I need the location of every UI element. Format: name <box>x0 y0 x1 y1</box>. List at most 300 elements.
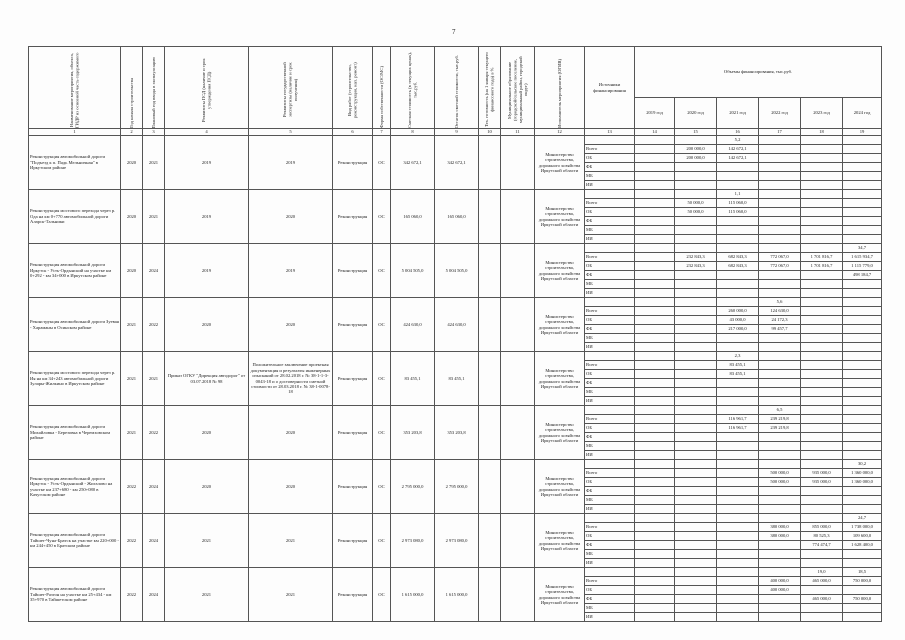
funding-amount <box>717 577 759 586</box>
column-number: 2 <box>121 129 143 136</box>
funding-amount <box>717 541 759 550</box>
psd-details: 2021 <box>165 514 249 568</box>
percent-value <box>843 136 882 145</box>
funding-source: ОБ <box>585 316 635 325</box>
funding-amount: 465 000,0 <box>801 577 843 586</box>
funding-amount <box>801 442 843 451</box>
header-col10: Тех. готовность (на 1 января текущего финансового года) в % <box>479 47 501 129</box>
remaining-cost: 424 630,0 <box>435 298 479 352</box>
funding-amount <box>675 289 717 298</box>
municipality <box>501 514 535 568</box>
funding-source: МБ <box>585 388 635 397</box>
percent-value: 24,7 <box>843 514 882 523</box>
funding-amount <box>717 613 759 622</box>
remaining-cost: 342 672,1 <box>435 136 479 190</box>
executor: Министерство строительства, дорожного хозяйства Иркутской области <box>535 568 585 622</box>
funding-source: МБ <box>585 550 635 559</box>
expertise-details: 2020 <box>249 190 333 244</box>
funding-amount <box>717 433 759 442</box>
funding-amount: 682 843,3 <box>717 262 759 271</box>
funding-amount: 142 672,1 <box>717 154 759 163</box>
funding-amount <box>759 154 801 163</box>
percent-value <box>635 298 675 307</box>
work-type: Реконструкция <box>333 568 373 622</box>
funding-amount <box>801 145 843 154</box>
funding-amount <box>717 523 759 532</box>
funding-source: МБ <box>585 604 635 613</box>
funding-amount <box>635 595 675 604</box>
funding-amount <box>759 442 801 451</box>
funding-amount <box>717 289 759 298</box>
funding-source: ИИ <box>585 613 635 622</box>
funding-amount <box>635 415 675 424</box>
executor: Министерство строительства, дорожного хозяйства Иркутской области <box>535 190 585 244</box>
funding-amount <box>843 370 882 379</box>
source-blank <box>585 568 635 577</box>
funding-amount <box>717 505 759 514</box>
ownership: ОС <box>373 136 391 190</box>
project-name: Реконструкция автомобильной дороги "Подъезд к п. Падь Мельничная" в Иркутском районе <box>29 136 121 190</box>
funding-amount <box>635 559 675 568</box>
percent-value <box>759 514 801 523</box>
percent-value: 5,6 <box>759 298 801 307</box>
funding-amount <box>759 289 801 298</box>
funding-source: ОБ <box>585 154 635 163</box>
funding-amount <box>635 271 675 280</box>
funding-amount <box>635 505 675 514</box>
project-name: Реконструкция мостового перехода через р. Ия на км 34+243 автомобильной дороги Зулары-Жилкино в Иркутском районе <box>29 352 121 406</box>
funding-amount <box>801 334 843 343</box>
funding-amount: 83 455,1 <box>717 370 759 379</box>
funding-amount: 232 843,3 <box>675 253 717 262</box>
funding-amount <box>801 163 843 172</box>
funding-amount <box>717 451 759 460</box>
end-year: 2024 <box>143 568 165 622</box>
funding-amount <box>801 487 843 496</box>
start-year: 2021 <box>121 298 143 352</box>
funding-amount <box>801 181 843 190</box>
source-blank <box>585 136 635 145</box>
executor: Министерство строительства, дорожного хозяйства Иркутской области <box>535 352 585 406</box>
work-type: Реконструкция <box>333 514 373 568</box>
funding-amount <box>801 451 843 460</box>
expertise-details: 2020 <box>249 460 333 514</box>
work-type: Реконструкция <box>333 460 373 514</box>
funding-source: ИИ <box>585 181 635 190</box>
header-col6: Вид работ (строительство, реконструкция, кап. ремонт) <box>333 47 373 129</box>
funding-amount <box>675 307 717 316</box>
funding-title: Объемы финансирования, тыс.руб. <box>635 47 882 98</box>
funding-amount: 380 000,0 <box>759 532 801 541</box>
funding-source: ОБ <box>585 370 635 379</box>
start-year: 2020 <box>121 244 143 298</box>
funding-amount: 498 184,7 <box>843 271 882 280</box>
percent-value <box>635 244 675 253</box>
funding-amount <box>759 496 801 505</box>
percent-value <box>843 406 882 415</box>
percent-value <box>635 136 675 145</box>
expertise-details: 2020 <box>249 298 333 352</box>
funding-amount: 83 455,1 <box>717 361 759 370</box>
executor: Министерство строительства, дорожного хозяйства Иркутской области <box>535 298 585 352</box>
funding-amount <box>759 370 801 379</box>
funding-amount <box>759 433 801 442</box>
funding-amount: 43 000,0 <box>717 316 759 325</box>
table-row <box>29 352 882 361</box>
percent-value <box>675 298 717 307</box>
funding-amount <box>759 217 801 226</box>
percent-value: 34,7 <box>843 244 882 253</box>
funding-source: ОБ <box>585 424 635 433</box>
funding-amount <box>635 361 675 370</box>
percent-value <box>717 460 759 469</box>
funding-amount <box>759 550 801 559</box>
funding-amount <box>843 289 882 298</box>
project-name: Реконструкция автомобильной дороги Тайшет-Чуна-Братск на участке км 220+000 - км 244+450 в Братском районе <box>29 514 121 568</box>
project-name: Реконструкция автомобильной дороги Михайловка - Березовка в Черемховском районе <box>29 406 121 460</box>
funding-amount <box>675 451 717 460</box>
source-blank <box>585 460 635 469</box>
funding-amount <box>759 208 801 217</box>
funding-amount <box>675 478 717 487</box>
funding-amount: 200 000,0 <box>675 154 717 163</box>
funding-source: ФБ <box>585 379 635 388</box>
funding-amount <box>759 559 801 568</box>
tech-readiness <box>479 352 501 406</box>
funding-amount <box>675 550 717 559</box>
funding-amount <box>801 235 843 244</box>
funding-amount <box>675 442 717 451</box>
percent-value <box>759 568 801 577</box>
funding-amount <box>843 343 882 352</box>
column-number: 10 <box>479 129 501 136</box>
column-number: 19 <box>843 129 882 136</box>
funding-source: МБ <box>585 172 635 181</box>
remaining-cost: 2 973 080,0 <box>435 514 479 568</box>
funding-amount: 239 219,8 <box>759 424 801 433</box>
funding-amount: 109 600,0 <box>843 532 882 541</box>
funding-amount <box>843 604 882 613</box>
end-year: 2021 <box>143 190 165 244</box>
table-row <box>29 298 882 307</box>
funding-source: Всего <box>585 469 635 478</box>
funding-amount <box>635 181 675 190</box>
work-type: Реконструкция <box>333 352 373 406</box>
percent-value <box>759 352 801 361</box>
percent-value <box>675 406 717 415</box>
ownership: ОС <box>373 244 391 298</box>
funding-amount: 500 000,0 <box>759 469 801 478</box>
funding-amount <box>843 415 882 424</box>
tech-readiness <box>479 298 501 352</box>
funding-amount <box>843 235 882 244</box>
funding-amount <box>675 433 717 442</box>
work-type: Реконструкция <box>333 244 373 298</box>
financing-table <box>28 46 882 622</box>
tech-readiness <box>479 406 501 460</box>
work-type: Реконструкция <box>333 190 373 244</box>
funding-amount <box>717 478 759 487</box>
funding-amount <box>759 505 801 514</box>
remaining-cost: 2 795 000,0 <box>435 460 479 514</box>
start-year: 2020 <box>121 190 143 244</box>
funding-amount <box>759 379 801 388</box>
source-blank <box>585 244 635 253</box>
estimated-cost: 2 973 080,0 <box>391 514 435 568</box>
funding-amount: 750 000,0 <box>843 577 882 586</box>
ownership: ОС <box>373 352 391 406</box>
work-type: Реконструкция <box>333 298 373 352</box>
end-year: 2022 <box>143 298 165 352</box>
funding-amount <box>801 271 843 280</box>
funding-source: МБ <box>585 226 635 235</box>
funding-amount <box>635 586 675 595</box>
funding-amount <box>759 451 801 460</box>
column-number: 11 <box>501 129 535 136</box>
header-col7: Форма собственности (ОС/МС) <box>373 47 391 129</box>
funding-amount <box>759 343 801 352</box>
funding-amount: 380 000,0 <box>759 523 801 532</box>
funding-amount <box>843 325 882 334</box>
funding-amount <box>759 334 801 343</box>
funding-amount <box>717 550 759 559</box>
remaining-cost: 165 060,0 <box>435 190 479 244</box>
funding-amount <box>635 208 675 217</box>
funding-amount <box>675 361 717 370</box>
funding-amount <box>675 316 717 325</box>
funding-amount: 1 615 934,7 <box>843 253 882 262</box>
funding-amount: 500 000,0 <box>759 478 801 487</box>
funding-amount: 400 000,0 <box>759 586 801 595</box>
funding-amount <box>759 145 801 154</box>
funding-amount: 115 060,0 <box>717 208 759 217</box>
funding-amount <box>717 442 759 451</box>
percent-value: 30,2 <box>843 460 882 469</box>
percent-value <box>635 352 675 361</box>
funding-amount: 1 628 400,0 <box>843 541 882 550</box>
work-type: Реконструкция <box>333 406 373 460</box>
tech-readiness <box>479 568 501 622</box>
percent-value <box>717 406 759 415</box>
column-number: 9 <box>435 129 479 136</box>
funding-source: ФБ <box>585 433 635 442</box>
funding-amount <box>635 532 675 541</box>
funding-amount <box>717 271 759 280</box>
column-number: 14 <box>635 129 675 136</box>
funding-amount: 750 000,0 <box>843 595 882 604</box>
funding-amount <box>843 154 882 163</box>
funding-amount <box>843 397 882 406</box>
table-row <box>29 136 882 145</box>
funding-amount <box>843 424 882 433</box>
percent-value <box>843 352 882 361</box>
funding-amount <box>675 586 717 595</box>
funding-amount <box>801 361 843 370</box>
funding-amount <box>717 397 759 406</box>
funding-source: ФБ <box>585 541 635 550</box>
funding-amount <box>675 226 717 235</box>
tech-readiness <box>479 514 501 568</box>
psd-details: Приказ ОГКУ "Дирекция автодорог" от 03.07.2018 № 98 <box>165 352 249 406</box>
funding-amount <box>843 172 882 181</box>
funding-amount: 239 219,8 <box>759 415 801 424</box>
funding-amount <box>801 280 843 289</box>
percent-value: 18,5 <box>843 568 882 577</box>
estimated-cost: 353 203,8 <box>391 406 435 460</box>
funding-amount <box>635 235 675 244</box>
column-number: 4 <box>165 129 249 136</box>
funding-amount <box>675 496 717 505</box>
percent-value <box>801 406 843 415</box>
funding-source: ИИ <box>585 397 635 406</box>
column-number: 18 <box>801 129 843 136</box>
column-number: 17 <box>759 129 801 136</box>
funding-amount <box>635 397 675 406</box>
funding-amount <box>635 307 675 316</box>
funding-amount <box>635 469 675 478</box>
end-year: 2021 <box>143 352 165 406</box>
percent-value <box>801 514 843 523</box>
estimated-cost: 5 004 505,0 <box>391 244 435 298</box>
source-blank <box>585 406 635 415</box>
percent-value: 6,5 <box>759 406 801 415</box>
funding-source: МБ <box>585 442 635 451</box>
funding-source: МБ <box>585 496 635 505</box>
percent-value <box>675 190 717 199</box>
funding-amount <box>801 415 843 424</box>
funding-source: ФБ <box>585 163 635 172</box>
funding-amount <box>675 424 717 433</box>
header-col2: Год начала строительства <box>121 47 143 129</box>
funding-amount <box>843 181 882 190</box>
executor: Министерство строительства, дорожного хозяйства Иркутской области <box>535 406 585 460</box>
funding-amount <box>843 550 882 559</box>
funding-amount <box>801 586 843 595</box>
funding-amount: 1 360 000,0 <box>843 469 882 478</box>
funding-amount <box>759 163 801 172</box>
funding-amount <box>843 451 882 460</box>
funding-amount <box>801 154 843 163</box>
funding-amount: 232 843,3 <box>675 262 717 271</box>
funding-amount <box>635 433 675 442</box>
header-col1: Наименование мероприятия, объекта, ГИДР из основной часть содержимого <box>29 47 121 129</box>
funding-source: Всего <box>585 415 635 424</box>
header-col13: Источники финансирования <box>585 47 635 129</box>
funding-amount <box>801 208 843 217</box>
funding-source: ИИ <box>585 235 635 244</box>
funding-amount <box>675 469 717 478</box>
funding-amount <box>635 199 675 208</box>
percent-value <box>801 460 843 469</box>
funding-amount <box>717 163 759 172</box>
funding-amount <box>635 541 675 550</box>
funding-amount <box>675 505 717 514</box>
funding-amount <box>843 559 882 568</box>
funding-amount <box>801 379 843 388</box>
funding-amount <box>843 442 882 451</box>
funding-amount <box>635 550 675 559</box>
funding-amount <box>675 343 717 352</box>
percent-value <box>801 244 843 253</box>
funding-amount <box>759 487 801 496</box>
funding-amount <box>759 388 801 397</box>
funding-amount <box>675 217 717 226</box>
funding-amount: 116 961,7 <box>717 415 759 424</box>
percent-value <box>759 136 801 145</box>
column-number: 12 <box>535 129 585 136</box>
funding-amount <box>717 559 759 568</box>
percent-value <box>843 190 882 199</box>
funding-amount <box>843 334 882 343</box>
funding-amount <box>635 163 675 172</box>
funding-amount <box>843 163 882 172</box>
funding-amount <box>675 271 717 280</box>
year-2021: 2021 год <box>717 98 759 129</box>
percent-value <box>717 244 759 253</box>
psd-details: 2019 <box>165 136 249 190</box>
executor: Министерство строительства, дорожного хозяйства Иркутской области <box>535 514 585 568</box>
executor: Министерство строительства, дорожного хозяйства Иркутской области <box>535 460 585 514</box>
percent-value <box>675 136 717 145</box>
funding-source: МБ <box>585 334 635 343</box>
funding-amount <box>635 379 675 388</box>
percent-value <box>759 460 801 469</box>
funding-amount: 200 000,0 <box>675 145 717 154</box>
funding-amount <box>801 226 843 235</box>
funding-amount <box>717 595 759 604</box>
funding-source: ОБ <box>585 208 635 217</box>
column-number: 8 <box>391 129 435 136</box>
funding-amount <box>843 307 882 316</box>
tech-readiness <box>479 190 501 244</box>
header-col11: Муниципальное образование (городской/сельское поселение, муниципальный район, городской округ) <box>501 47 535 129</box>
funding-amount: 24 172,3 <box>759 316 801 325</box>
funding-amount <box>635 478 675 487</box>
funding-amount <box>759 271 801 280</box>
project-name: Реконструкция автомобильной дороги Зуевая - Хараманы в Осинском районе <box>29 298 121 352</box>
psd-details: 2019 <box>165 190 249 244</box>
funding-amount <box>759 604 801 613</box>
funding-amount: 217 000,0 <box>717 325 759 334</box>
column-numbers-row <box>29 129 882 136</box>
municipality <box>501 460 535 514</box>
percent-value <box>675 460 717 469</box>
funding-amount: 935 000,0 <box>801 478 843 487</box>
funding-amount <box>635 577 675 586</box>
estimated-cost: 83 455,1 <box>391 352 435 406</box>
funding-amount <box>675 604 717 613</box>
funding-amount <box>675 541 717 550</box>
percent-value: 2,3 <box>717 352 759 361</box>
executor: Министерство строительства, дорожного хозяйства Иркутской области <box>535 244 585 298</box>
funding-amount: 682 843,3 <box>717 253 759 262</box>
funding-amount <box>635 343 675 352</box>
funding-amount: 400 000,0 <box>759 577 801 586</box>
funding-amount <box>843 496 882 505</box>
ownership: ОС <box>373 514 391 568</box>
funding-amount <box>843 361 882 370</box>
funding-amount <box>717 586 759 595</box>
municipality <box>501 406 535 460</box>
funding-source: Всего <box>585 199 635 208</box>
funding-amount: 260 000,0 <box>717 307 759 316</box>
percent-value: 19,0 <box>801 568 843 577</box>
table-row <box>29 244 882 253</box>
expertise-details: 2019 <box>249 244 333 298</box>
funding-amount <box>635 316 675 325</box>
funding-amount <box>635 262 675 271</box>
funding-amount <box>675 532 717 541</box>
